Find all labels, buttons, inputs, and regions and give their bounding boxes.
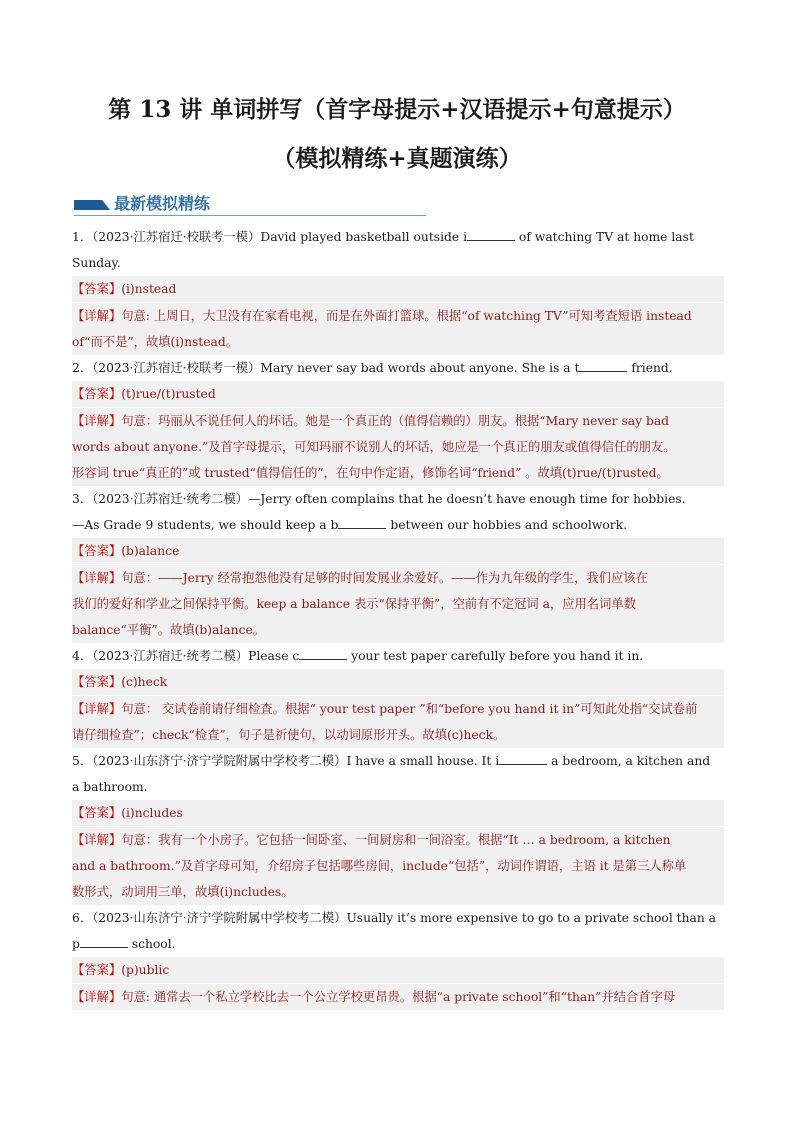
section-header: [74, 193, 426, 216]
detail-text: 句意：——Jerry 经常抱怨他没有足够的时间发展业余爱好。——作为九年级的学生，我们应该在: [121, 571, 648, 585]
answer-value: (i)nstead: [121, 282, 177, 296]
question-text-part: Please c: [248, 649, 300, 663]
answer-blank: [579, 359, 627, 372]
question-text-part: a bathroom.: [72, 780, 148, 794]
question-number: 5．: [72, 754, 93, 768]
question-text: [72, 224, 724, 250]
question-2: [72, 355, 724, 486]
answer-blank: [80, 935, 128, 948]
detail-text: words about anyone.”及首字母提示，可知玛丽不说别人的坏话，她应是一个真正的朋友或值得信任的朋友。: [72, 440, 676, 454]
answer-blank: [467, 228, 515, 241]
page-title: 第 13 讲 单词拼写（首字母提示+汉语提示+句意提示）: [108, 96, 686, 123]
answer-blank: [299, 647, 347, 660]
answer-value: (b)alance: [121, 544, 180, 558]
detail-tag: 【详解】: [72, 833, 122, 847]
question-text-part: —Jerry often complains that he doesn’t have enough time for hobbies.: [248, 492, 686, 506]
answer-tag: 【答案】: [72, 544, 122, 558]
question-text: [72, 931, 724, 957]
detail-block: [72, 696, 724, 748]
detail-tag: 【详解】: [72, 990, 122, 1004]
question-text-part: David played basketball outside i: [260, 230, 468, 244]
detail-tag: 【详解】: [72, 702, 122, 716]
question-text: [72, 486, 724, 512]
question-text-part: Mary never say bad words about anyone. She is a t: [260, 361, 580, 375]
answer-row: [72, 669, 724, 695]
section-bar-decoration: [74, 200, 110, 210]
detail-text: 句意: 上周日，大卫没有在家看电视，而是在外面打篮球。根据“of watching TV”可知考查短语 instead: [121, 309, 692, 323]
question-text-part: I have a small house. It i: [346, 754, 500, 768]
page-subtitle: （模拟精练+真题演练）: [272, 145, 522, 172]
question-text-part: school.: [127, 937, 176, 951]
answer-value: (c)heck: [121, 675, 168, 689]
question-text-part: p: [72, 937, 80, 951]
answer-tag: 【答案】: [72, 963, 122, 977]
question-number: 2．: [72, 361, 93, 375]
question-1: [72, 224, 724, 355]
question-text: [72, 643, 724, 669]
question-list: [72, 224, 724, 1010]
answer-row: [72, 381, 724, 407]
question-source: （2023·山东济宁·济宁学院附属中学校考二模）: [92, 911, 347, 925]
section-title: 最新模拟精练: [114, 194, 211, 213]
detail-block: [72, 565, 724, 643]
answer-blank: [338, 516, 386, 529]
question-text: [72, 905, 724, 931]
detail-text: 我们的爱好和学业之间保持平衡。keep a balance 表示“保持平衡”，空前有不定冠词 a，应用名词单数: [72, 597, 636, 611]
question-3: [72, 486, 724, 643]
question-source: （2023·江苏宿迁·统考二模）: [92, 492, 249, 506]
question-text-part: a bedroom, a kitchen and: [547, 754, 711, 768]
question-5: [72, 748, 724, 905]
detail-text: 句意：我有一个小房子。它包括一间卧室、一间厨房和一间浴室。根据“It … a bedroom, a kitchen: [121, 833, 671, 847]
detail-block: [72, 408, 724, 486]
detail-text: 数形式，动词用三单，故填(i)ncludes。: [72, 885, 294, 899]
question-text-part: your test paper carefully before you hand it in.: [347, 649, 644, 663]
answer-row: [72, 538, 724, 564]
detail-text: 形容词 true“真正的”或 trusted“值得信任的”，在句中作定语，修饰名词“friend” 。故填(t)rue/(t)rusted。: [72, 466, 669, 480]
question-number: 6．: [72, 911, 93, 925]
answer-tag: 【答案】: [72, 675, 122, 689]
detail-text: 请仔细检查”；check“检查”，句子是祈使句，以动词原形开头。故填(c)heck。: [72, 728, 506, 742]
detail-block: [72, 303, 724, 355]
question-4: [72, 643, 724, 748]
detail-block: [72, 827, 724, 905]
answer-blank: [499, 752, 547, 765]
question-source: （2023·山东济宁·济宁学院附属中学校考二模）: [92, 754, 347, 768]
detail-text: 句意：玛丽从不说任何人的坏话。她是一个真正的（值得信赖的）朋友。根据“Mary never say bad: [121, 414, 670, 428]
question-source: （2023·江苏宿迁·校联考一模）: [92, 361, 261, 375]
question-number: 4．: [72, 649, 93, 663]
detail-text: balance“平衡”。故填(b)alance。: [72, 623, 266, 637]
detail-block: [72, 984, 724, 1010]
question-text: [72, 355, 724, 381]
answer-row: [72, 800, 724, 826]
detail-text: and a bathroom.”及首字母可知，介绍房子包括哪些房间，include“包括”，动词作谓语，主语 it 是第三人称单: [72, 859, 687, 873]
answer-tag: 【答案】: [72, 387, 122, 401]
detail-tag: 【详解】: [72, 414, 122, 428]
question-number: 3．: [72, 492, 93, 506]
question-text: [72, 748, 724, 774]
detail-tag: 【详解】: [72, 309, 122, 323]
question-source: （2023·江苏宿迁·校联考一模）: [92, 230, 261, 244]
answer-row: [72, 957, 724, 983]
question-text-part: Sunday.: [72, 256, 121, 270]
answer-value: (t)rue/(t)rusted: [121, 387, 216, 401]
answer-tag: 【答案】: [72, 282, 122, 296]
detail-text: of“而不是”，故填(i)nstead。: [72, 335, 239, 349]
answer-row: [72, 276, 724, 302]
question-text-part: Usually it’s more expensive to go to a private school than a: [346, 911, 717, 925]
question-text-part: —As Grade 9 students, we should keep a b: [72, 518, 339, 532]
question-text-part: between our hobbies and schoolwork.: [386, 518, 627, 532]
detail-text: 句意: 通常去一个私立学校比去一个公立学校更昂贵。根据“a private school”和“than”并结合首字母: [121, 990, 676, 1004]
question-text-part: friend.: [627, 361, 673, 375]
question-6: [72, 905, 724, 1010]
answer-value: (i)ncludes: [121, 806, 183, 820]
detail-tag: 【详解】: [72, 571, 122, 585]
answer-value: (p)ublic: [121, 963, 170, 977]
detail-text: 句意： 交试卷前请仔细检查。根据“ your test paper ”和“before you hand it in”可知此处指“交试卷前: [121, 702, 698, 716]
question-text: [72, 512, 724, 538]
answer-tag: 【答案】: [72, 806, 122, 820]
question-number: 1．: [72, 230, 93, 244]
question-source: （2023·江苏宿迁·统考二模）: [92, 649, 249, 663]
question-text-part: of watching TV at home last: [515, 230, 694, 244]
